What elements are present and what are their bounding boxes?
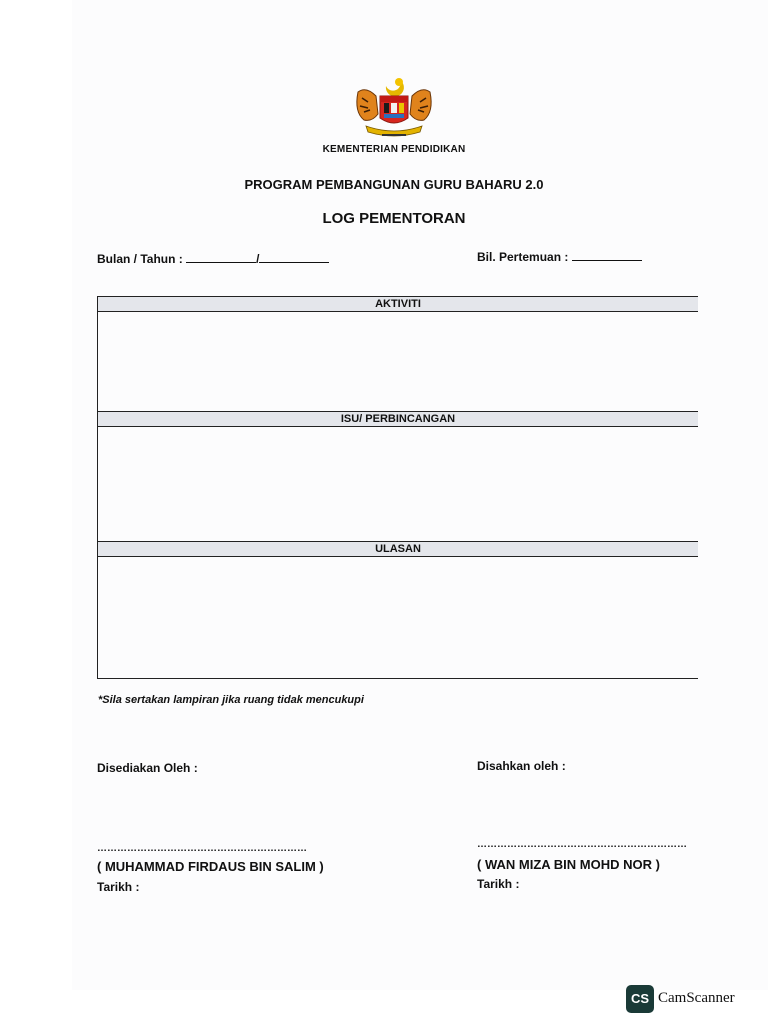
month-year-label: Bulan / Tahun : — [97, 252, 183, 266]
approved-by-name: ( WAN MIZA BIN MOHD NOR ) — [477, 857, 660, 872]
log-form-table — [97, 296, 698, 679]
section-header-isu: ISU/ PERBINCANGAN — [98, 411, 698, 427]
month-blank[interactable] — [186, 251, 256, 263]
prepared-signature-line[interactable]: ……………………………………………………… — [97, 843, 307, 854]
page-title: LOG PEMENTORAN — [322, 210, 466, 227]
aktiviti-content-area[interactable] — [98, 313, 698, 412]
ulasan-content-area[interactable] — [98, 558, 698, 676]
year-blank[interactable] — [259, 251, 329, 263]
isu-content-area[interactable] — [98, 428, 698, 542]
approved-date-label: Tarikh : — [477, 877, 520, 891]
camscanner-text: CamScanner — [658, 990, 735, 1006]
approved-signature-line[interactable]: ……………………………………………………… — [477, 839, 687, 850]
ministry-name: KEMENTERIAN PENDIDIKAN — [322, 144, 466, 155]
section-header-aktiviti: AKTIVITI — [98, 296, 698, 312]
date-slash: / — [256, 252, 260, 266]
meeting-number-field — [477, 249, 642, 264]
malaysia-coat-of-arms-icon — [346, 72, 442, 142]
approved-by-label: Disahkan oleh : — [477, 759, 566, 773]
section-header-ulasan: ULASAN — [98, 541, 698, 557]
camscanner-logo-icon: CS — [626, 985, 654, 1013]
prepared-by-name: ( MUHAMMAD FIRDAUS BIN SALIM ) — [97, 859, 324, 874]
attachment-note: *Sila sertakan lampiran jika ruang tidak mencukupi — [98, 694, 364, 706]
meeting-number-blank[interactable] — [572, 249, 642, 261]
meeting-number-label: Bil. Pertemuan : — [477, 250, 569, 264]
prepared-by-label: Disediakan Oleh : — [97, 761, 198, 775]
prepared-date-label: Tarikh : — [97, 880, 140, 894]
month-year-field — [97, 251, 329, 266]
program-title: PROGRAM PEMBANGUNAN GURU BAHARU 2.0 — [244, 177, 544, 192]
